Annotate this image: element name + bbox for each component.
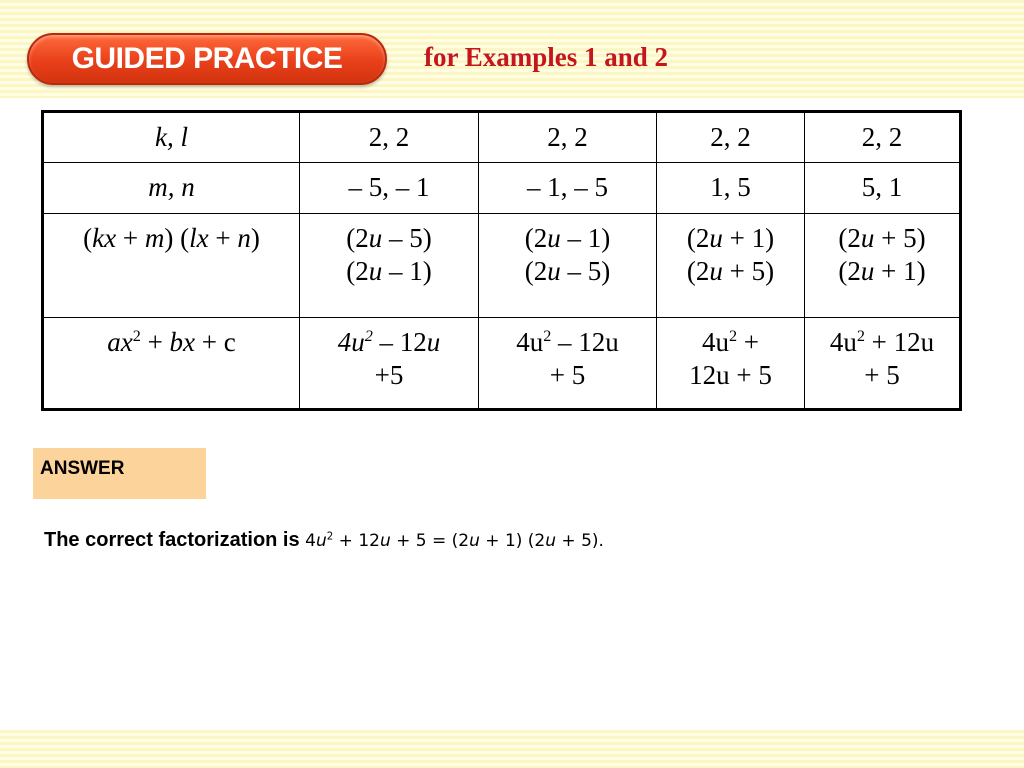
- factorization-result: [44, 529, 604, 552]
- table-cell: $4u^2 + 12u$ + 5: [805, 318, 961, 410]
- table-row-kl: [43, 112, 961, 163]
- table-cell: – 5, – 1: [300, 163, 479, 214]
- table-cell: 2, 2: [479, 112, 657, 163]
- table-cell: 2, 2: [657, 112, 805, 163]
- table-cell: 1, 5: [657, 163, 805, 214]
- table-cell: – 1, – 5: [479, 163, 657, 214]
- examples-subtitle: for Examples 1 and 2: [424, 42, 669, 72]
- table-cell: (2u – 5) (2u – 1): [300, 214, 479, 318]
- table-cell: $4u^2$ + 12u + 5: [657, 318, 805, 410]
- table-cell: 2, 2: [300, 112, 479, 163]
- result-lead-text: The correct factorization is: [44, 529, 306, 551]
- guided-practice-banner: [27, 33, 387, 85]
- table-cell: (2u + 1) (2u + 5): [657, 214, 805, 318]
- table-cell: 2, 2: [805, 112, 961, 163]
- factor-table: [41, 110, 962, 411]
- table-row-polynomial: [43, 318, 961, 410]
- table-cell: (2u – 1) (2u – 5): [479, 214, 657, 318]
- row-label-mn: m, n: [43, 163, 300, 214]
- answer-label: ANSWER: [33, 448, 206, 499]
- table-cell: $4u^2 - 12u$ +5: [300, 318, 479, 410]
- banner-title: GUIDED PRACTICE: [71, 42, 343, 75]
- footer-stripes: [0, 730, 1024, 768]
- table-row-mn: [43, 163, 961, 214]
- table-row-factors: [43, 214, 961, 318]
- table-cell: 5, 1: [805, 163, 961, 214]
- table-cell: $4u^2 - 12u$ + 5: [479, 318, 657, 410]
- row-label-polynomial: $ax^2$ + bx + c: [43, 318, 300, 410]
- row-label-kl: k, l: [43, 112, 300, 163]
- table-cell: (2u + 5) (2u + 1): [805, 214, 961, 318]
- result-equation: $4u^2 + 12u + 5 = (2u + 1) (2u + 5)$.: [305, 531, 604, 551]
- row-label-factors: (kx + m) (lx + n): [43, 214, 300, 318]
